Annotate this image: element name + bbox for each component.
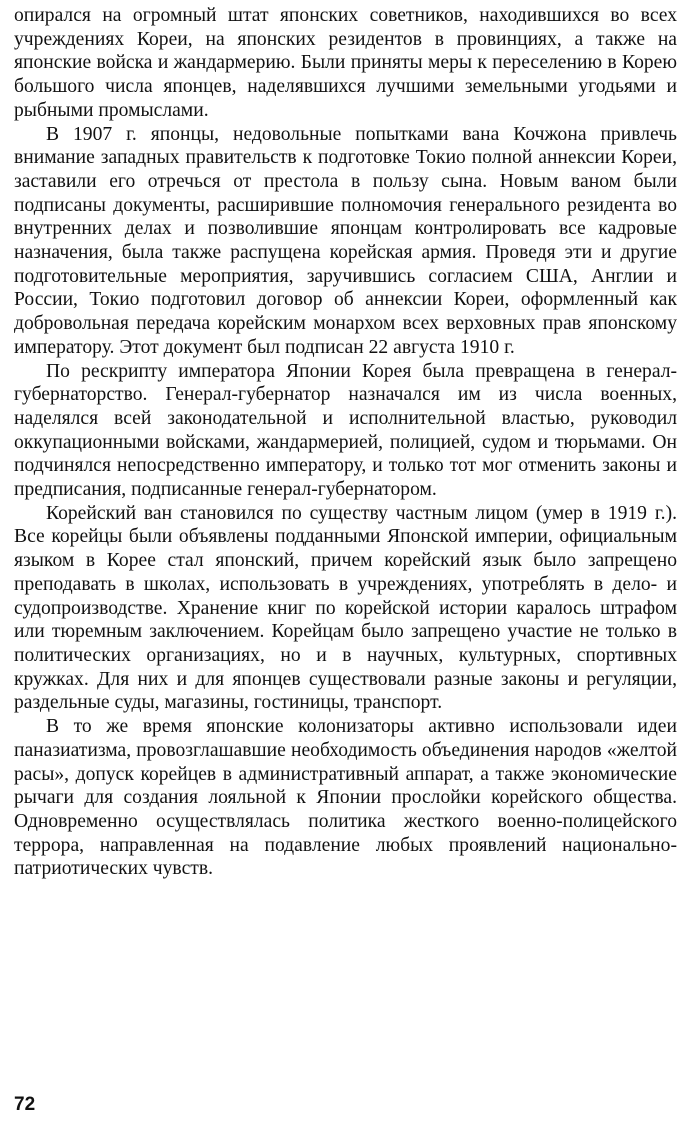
paragraph: В то же время японские колонизаторы активно использовали идеи паназиатизма, провозглашавшие необходимость объединения народов «желтой расы», допуск корейцев в административный аппарат, а также экономические рычаги для создания лояльной к Японии прослойки корейского общества. Одновременно осуществлялась политика жесткого военно-полицейского террора, направленная на подавление любых проявлений национально-патриотических чувств. bbox=[14, 716, 677, 880]
paragraph: опирался на огромный штат японских советников, находившихся во всех учреждениях Кореи, на японских резидентов в провинциях, а также на японские войска и жандармерию. Были приняты меры к переселению в Корею большого числа японцев, наделявшихся лучшими земельными угодьями и рыбными промыслами. bbox=[14, 5, 677, 121]
paragraph: В 1907 г. японцы, недовольные попытками вана Кочжона привлечь внимание западных правительств к подготовке Токио полной аннексии Кореи, заставили его отречься от престола в пользу сына. Новым ваном были подписаны документы, расширившие полномочия генерального резидента во внутренних делах и позволившие японцам контролировать все кадровые назначения, была также распущена корейская армия. Проведя эти и другие подготовительные мероприятия, заручившись согласием США, Англии и России, Токио подготовил договор об аннексии Кореи, оформленный как добровольная передача корейским монархом всех верховных прав японскому императору. Этот документ был подписан 22 августа 1910 г. bbox=[14, 123, 677, 358]
page-body bbox=[14, 4, 677, 881]
paragraph: Корейский ван становился по существу частным лицом (умер в 1919 г.). Все корейцы были объявлены подданными Японской империи, официальным языком в Корее стал японский, причем корейский язык было запрещено преподавать в школах, использовать в учреждениях, употреблять в дело- и судопроизводстве. Хранение книг по корейской истории каралось штрафом или тюремным заключением. Корейцам было запрещено участие не только в политических организациях, но и в научных, культурных, спортивных кружках. Для них и для японцев существовали разные законы и регуляции, раздельные суды, магазины, гостиницы, транспорт. bbox=[14, 502, 677, 714]
paragraph: По рескрипту императора Японии Корея была превращена в генерал-губернаторство. Генерал-губернатор назначался им из числа военных, наделялся всей законодательной и исполнительной властью, руководил оккупационными войсками, жандармерией, полицией, судом и тюрьмами. Он подчинялся непосредственно императору, и только тот мог отменить законы и предписания, подписанные генерал-губернатором. bbox=[14, 360, 677, 501]
page-number: 72 bbox=[14, 1094, 36, 1115]
